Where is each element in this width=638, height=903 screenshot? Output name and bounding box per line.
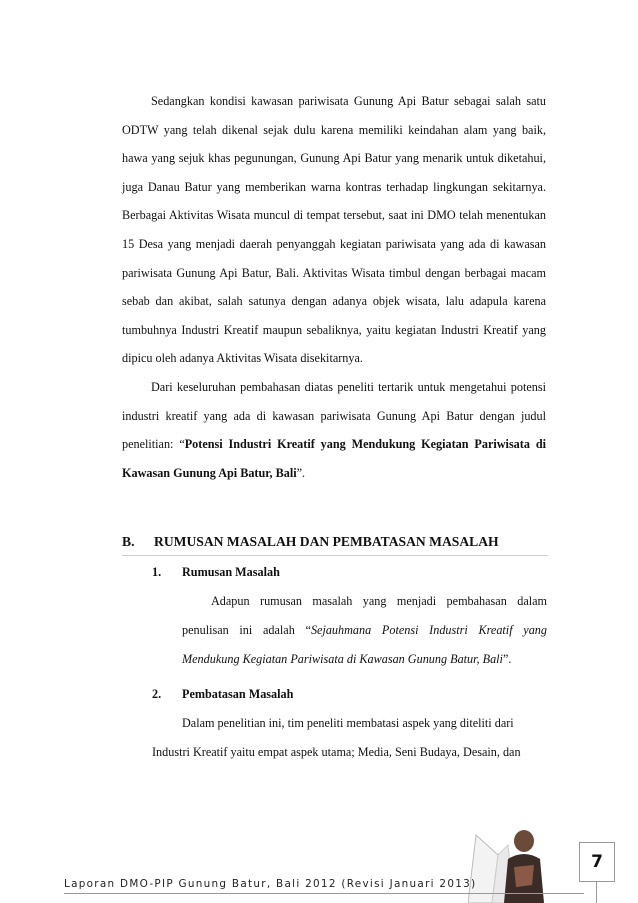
paragraph-2-end: ”. xyxy=(296,465,306,480)
sub1-text-end: ”. xyxy=(502,652,512,666)
sub1-text-start: Adapun rumusan masalah yang menjadi pembahasan dalam penulisan ini adalah “ xyxy=(182,594,547,637)
subheading-1 xyxy=(152,562,280,582)
paragraph-2-start: Dari keseluruhan pembahasan diatas peneliti tertarik untuk mengetahui potensi industri kreatif yang ada di kawasan pariwisata Gunung Api Batur dengan judul penelitian: “ xyxy=(122,379,546,452)
footer-line xyxy=(64,893,584,894)
subheading-2-number: 2. xyxy=(152,687,162,701)
subheading-1-title: Rumusan Masalah xyxy=(182,565,280,579)
subheading-2-line2: Industri Kreatif yaitu empat aspek utama; Media, Seni Budaya, Desain, dan xyxy=(152,745,521,759)
sub1-text-italic: Sejauhmana Potensi Industri Kreatif yang Mendukung Kegiatan Pariwisata di Kawasan Gunung Batur, Bali xyxy=(182,623,547,666)
footer-photo xyxy=(468,815,544,903)
section-title: RUMUSAN MASALAH DAN PEMBATASAN MASALAH xyxy=(154,534,499,549)
page-number: 7 xyxy=(579,842,615,882)
paragraph-1: Sedangkan kondisi kawasan pariwisata Gunung Api Batur sebagai salah satu ODTW yang telah dikenal sejak dulu karena memiliki keindahan alam yang baik, hawa yang sejuk khas pegunungan, Gunung Api Batur yang menarik untuk diketahui, juga Danau Batur yang memberikan warna kontras terhadap lingkungan sekitarnya. Berbagai Aktivitas Wisata muncul di tempat tersebut, saat ini DMO telah menentukan 15 Desa yang menjadi daerah penyanggah kegiatan pariwisata yang ada di kawasan pariwisata Gunung Api Batur, Bali. Aktivitas Wisata timbul dengan berbagai macam sebab dan akibat, salah satunya dengan adanya objek wisata, lalu adapula karena tumbuhnya Industri Kreatif maupun sebaliknya, yaitu kegiatan Industri Kreatif yang dipicu oleh adanya Aktivitas Wisata disekitarnya. xyxy=(122,94,546,366)
footer-text: Laporan DMO-PIP Gunung Batur, Bali 2012 (Revisi Januari 2013) xyxy=(64,878,477,890)
paragraph-2 xyxy=(122,373,546,487)
subheading-2-line1: Dalam penelitian ini, tim peneliti membatasi aspek yang diteliti dari xyxy=(182,716,514,730)
section-letter: B. xyxy=(122,534,135,549)
section-heading xyxy=(122,532,548,556)
subheading-2 xyxy=(152,684,293,704)
subheading-1-number: 1. xyxy=(152,565,162,579)
subheading-2-title: Pembatasan Masalah xyxy=(182,687,294,701)
body-text xyxy=(122,87,546,487)
subheading-1-body xyxy=(182,587,547,674)
page-number-line xyxy=(596,881,597,903)
research-title: Potensi Industri Kreatif yang Mendukung Kegiatan Pariwisata di Kawasan Gunung Api Batur, Bali xyxy=(122,437,546,480)
